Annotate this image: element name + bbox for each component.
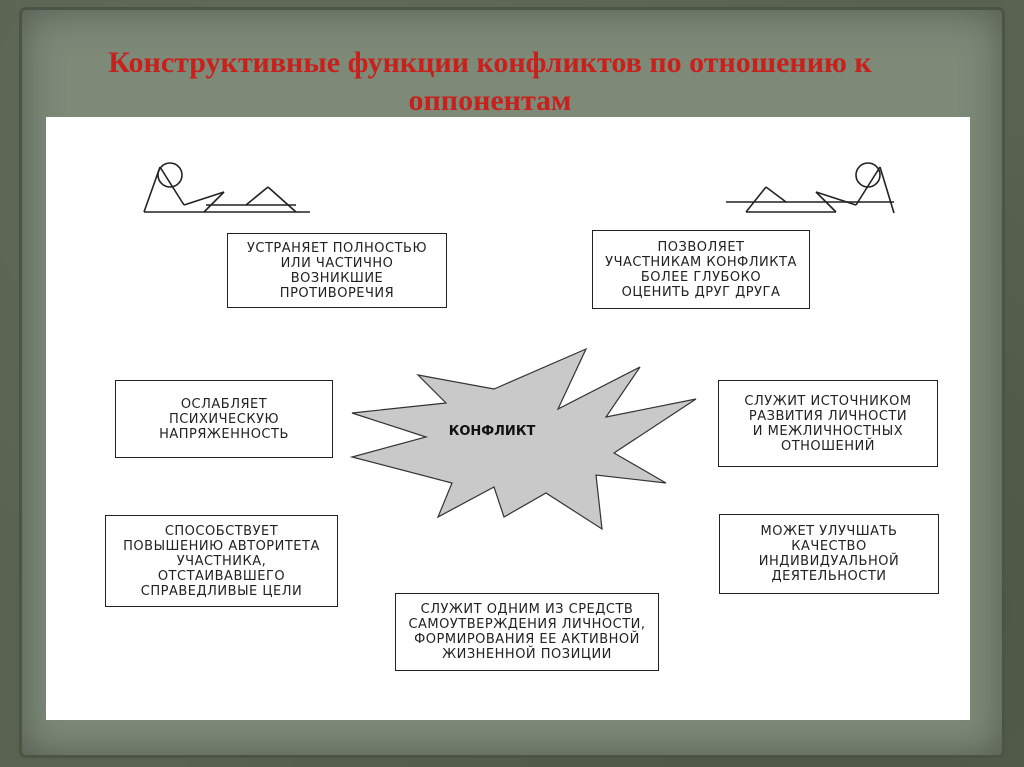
reclining-figure-left-icon — [144, 163, 310, 212]
box-authority-increase: СПОСОБСТВУЕТ ПОВЫШЕНИЮ АВТОРИТЕТА УЧАСТНИКА, ОТСТАИВАВШЕГО СПРАВЕДЛИВЫЕ ЦЕЛИ — [105, 515, 338, 607]
box-deeper-evaluation: ПОЗВОЛЯЕТ УЧАСТНИКАМ КОНФЛИКТА БОЛЕЕ ГЛУБОКО ОЦЕНИТЬ ДРУГ ДРУГА — [592, 230, 810, 309]
reclining-figure-right-icon — [726, 163, 894, 213]
conflict-burst-icon — [352, 349, 696, 529]
slide-title: Конструктивные функции конфликтов по отношению к оппонентам — [108, 46, 872, 117]
box-self-affirmation: СЛУЖИТ ОДНИМ ИЗ СРЕДСТВ САМОУТВЕРЖДЕНИЯ ЛИЧНОСТИ, ФОРМИРОВАНИЯ ЕЕ АКТИВНОЙ ЖИЗНЕННОЙ ПОЗИЦИИ — [395, 593, 659, 671]
box-reduces-tension: ОСЛАБЛЯЕТ ПСИХИЧЕСКУЮ НАПРЯЖЕННОСТЬ — [115, 380, 333, 458]
box-personal-development: СЛУЖИТ ИСТОЧНИКОМ РАЗВИТИЯ ЛИЧНОСТИ И МЕЖЛИЧНОСТНЫХ ОТНОШЕНИЙ — [718, 380, 938, 467]
box-eliminates-contradictions: УСТРАНЯЕТ ПОЛНОСТЬЮ ИЛИ ЧАСТИЧНО ВОЗНИКШИЕ ПРОТИВОРЕЧИЯ — [227, 233, 447, 308]
box-improves-activity: МОЖЕТ УЛУЧШАТЬ КАЧЕСТВО ИНДИВИДУАЛЬНОЙ ДЕЯТЕЛЬНОСТИ — [719, 514, 939, 594]
conflict-center-label: КОНФЛИКТ — [448, 424, 536, 439]
